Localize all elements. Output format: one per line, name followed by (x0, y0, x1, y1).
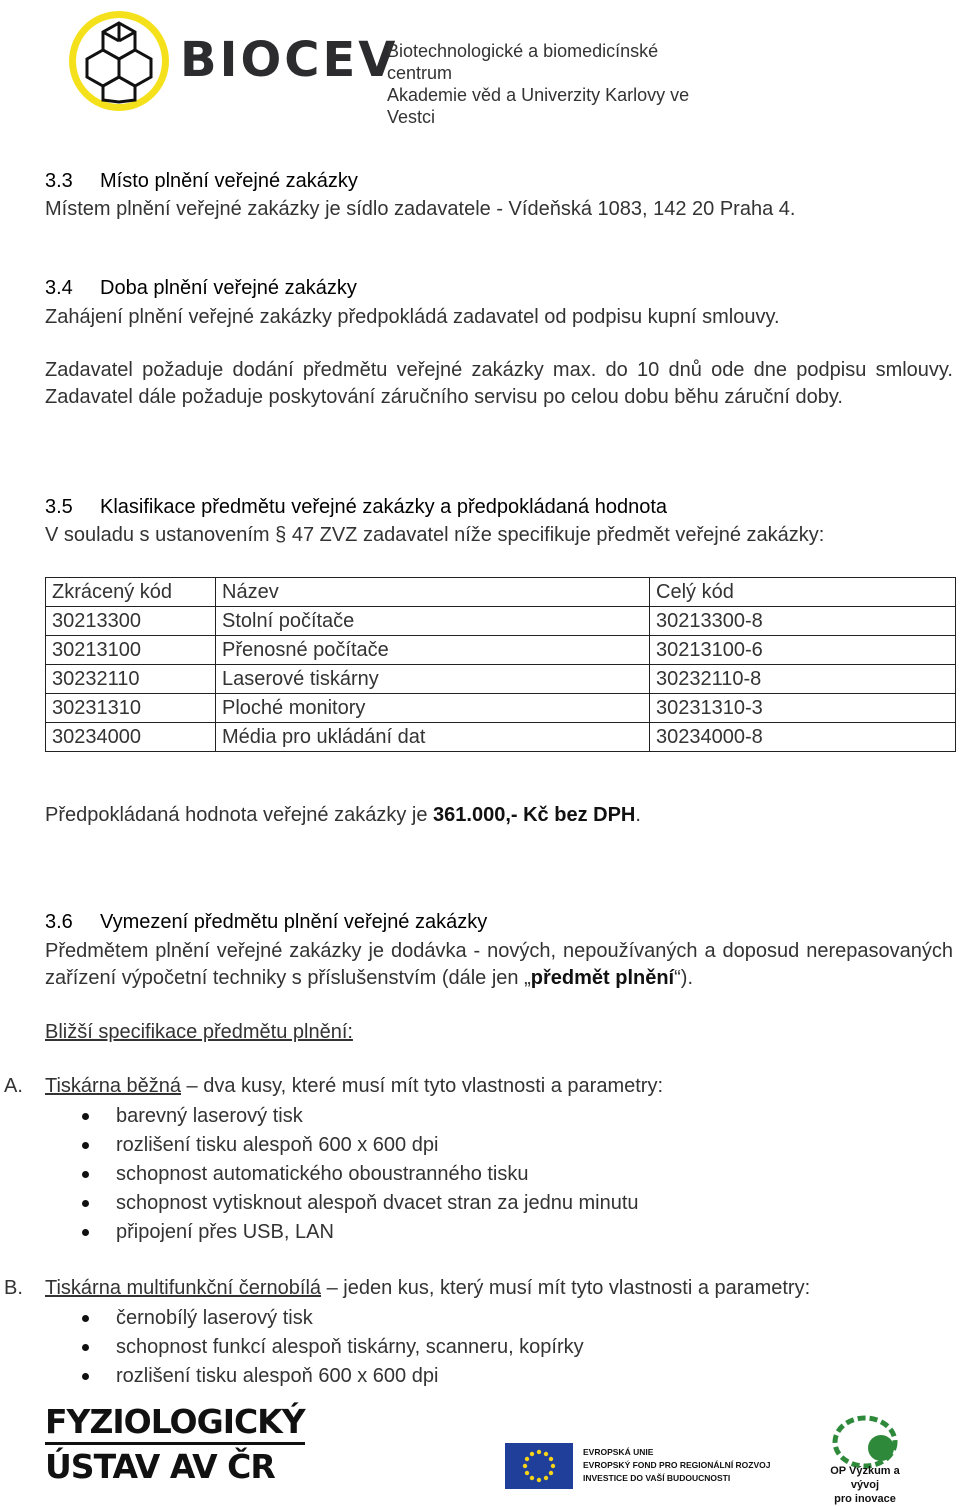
op-vavpi-text (815, 1464, 915, 1506)
section-title: Klasifikace předmětu veřejné zakázky a předpokládaná hodnota (100, 496, 668, 518)
section-3-3-text: Místem plnění veřejné zakázky je sídlo zadavatele - Vídeňská 1083, 142 20 Praha 4. (45, 198, 796, 220)
op-line1: OP Výzkum a vývoj (830, 1465, 900, 1491)
eu-line2: EVROPSKÝ FOND PRO REGIONÁLNÍ ROZVOJ (583, 1460, 771, 1470)
section-3-6-heading (45, 911, 487, 934)
section-3-6-text (45, 938, 953, 992)
eu-line1: EVROPSKÁ UNIE (583, 1447, 654, 1457)
biocev-subtitle-line1: Biotechnologické a biomedicínské centrum (387, 41, 659, 83)
section-title: Místo plnění veřejné zakázky (100, 170, 358, 192)
table-cell: 30231310 (46, 694, 216, 723)
section-3-3-heading (45, 170, 358, 193)
table-row (46, 694, 956, 723)
list-item: schopnost automatického oboustranného tisku (45, 1160, 945, 1189)
eu-text (583, 1446, 771, 1485)
table-cell: 30213100 (46, 636, 216, 665)
subject-term: předmět plnění (530, 967, 675, 989)
biocev-subtitle (387, 40, 716, 128)
item-letter: A. (4, 1075, 23, 1097)
op-vavpi-logo (815, 1410, 915, 1505)
list-item: rozlišení tisku alespoň 600 x 600 dpi (45, 1131, 945, 1160)
section-number: 3.3 (45, 170, 73, 192)
estimated-value-suffix: . (635, 804, 641, 826)
fyziologicky-ustav-logo (45, 1402, 305, 1487)
table-header-cell: Zkrácený kód (46, 578, 216, 607)
list-item: schopnost funkcí alespoň tiskárny, scanneru, kopírky (45, 1333, 945, 1362)
section-3-4-text1: Zahájení plnění veřejné zakázky předpokládá zadavatel od podpisu kupní smlouvy. (45, 306, 780, 328)
table-header-cell: Celý kód (650, 578, 956, 607)
fu-logo-line2: ÚSTAV AV ČR (45, 1442, 305, 1487)
section-3-4-text2: Zadavatel požaduje dodání předmětu veřejné zakázky max. do 10 dnů ode dne podpisu smlouvy. Zadavatel dále požaduje poskytování záručního servisu po celou dobu běhu záruční doby. (45, 359, 953, 408)
eu-line3: INVESTICE DO VAŠÍ BUDOUCNOSTI (583, 1473, 731, 1483)
section-title: Doba plnění veřejné zakázky (100, 277, 357, 299)
biocev-logo-icon (66, 10, 172, 112)
section-3-6-text-prefix: Předmětem plnění veřejné zakázky je dodávka - nových, nepoužívaných a doposud nerepasovaných zařízení výpočetní techniky s příslušenstvím (dále jen „ (45, 940, 953, 989)
biocev-logo-text: BIOCEV (180, 32, 399, 88)
table-row (46, 636, 956, 665)
table-cell: 30231310-3 (650, 694, 956, 723)
section-number: 3.6 (45, 911, 73, 933)
biocev-subtitle-line2: Akademie věd a Univerzity Karlovy ve Vestci (387, 85, 690, 127)
item-b-bullets (45, 1304, 945, 1391)
table-cell: 30213100-6 (650, 636, 956, 665)
op-line2: pro inovace (834, 1493, 896, 1505)
list-item: připojení přes USB, LAN (45, 1218, 945, 1247)
table-cell: Přenosné počítače (216, 636, 650, 665)
table-cell: Média pro ukládání dat (216, 723, 650, 752)
item-name: Tiskárna běžná (45, 1075, 181, 1097)
table-cell: 30213300-8 (650, 607, 956, 636)
table-header-cell: Název (216, 578, 650, 607)
table-cell: 30213300 (46, 607, 216, 636)
list-item: rozlišení tisku alespoň 600 x 600 dpi (45, 1362, 945, 1391)
table-cell: 30234000 (46, 723, 216, 752)
section-3-5-heading (45, 496, 667, 519)
section-title: Vymezení předmětu plnění veřejné zakázky (100, 911, 488, 933)
eu-flag-icon (505, 1443, 573, 1489)
list-item: barevný laserový tisk (45, 1102, 945, 1131)
item-b (4, 1275, 954, 1302)
table-cell: 30234000-8 (650, 723, 956, 752)
item-name: Tiskárna multifunkční černobílá (45, 1277, 322, 1299)
table-cell: Ploché monitory (216, 694, 650, 723)
fu-logo-line1: FYZIOLOGICKÝ (45, 1402, 305, 1441)
item-letter: B. (4, 1277, 23, 1299)
table-row (46, 723, 956, 752)
table-cell: 30232110 (46, 665, 216, 694)
section-3-4-heading (45, 277, 357, 300)
item-a-bullets (45, 1102, 945, 1247)
section-3-6-text-suffix: “). (674, 967, 694, 989)
item-desc: – dva kusy, které musí mít tyto vlastnosti a parametry: (181, 1075, 664, 1097)
table-header-row (46, 578, 956, 607)
spec-heading: Bližší specifikace předmětu plnění: (45, 1021, 353, 1043)
table-cell: Laserové tiskárny (216, 665, 650, 694)
estimated-value-prefix: Předpokládaná hodnota veřejné zakázky je (45, 804, 434, 826)
table-row (46, 665, 956, 694)
section-number: 3.5 (45, 496, 73, 518)
cpv-codes-table (45, 577, 956, 752)
list-item: černobílý laserový tisk (45, 1304, 945, 1333)
table-cell: 30232110-8 (650, 665, 956, 694)
estimated-value-amount: 361.000,- Kč bez DPH (433, 804, 636, 826)
table-row (46, 607, 956, 636)
biocev-header (66, 10, 716, 127)
op-vavpi-icon (825, 1410, 905, 1470)
table-cell: Stolní počítače (216, 607, 650, 636)
section-number: 3.4 (45, 277, 73, 299)
estimated-value (45, 802, 641, 829)
section-3-5-text: V souladu s ustanovením § 47 ZVZ zadavatel níže specifikuje předmět veřejné zakázky: (45, 524, 825, 546)
item-desc: – jeden kus, který musí mít tyto vlastnosti a parametry: (321, 1277, 811, 1299)
item-a (4, 1073, 954, 1100)
list-item: schopnost vytisknout alespoň dvacet stran za jednu minutu (45, 1189, 945, 1218)
